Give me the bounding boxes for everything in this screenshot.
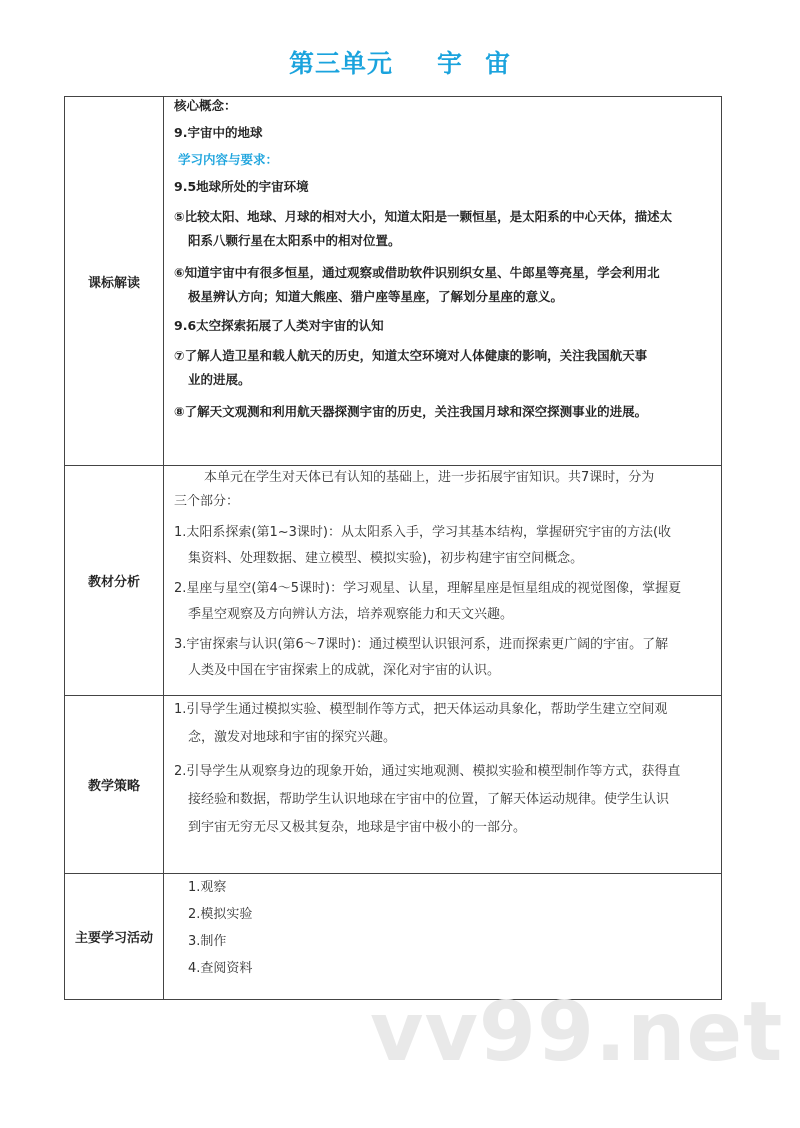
analysis-part-2: 2.星座与星空(第4～5课时)：学习观星、认星，理解星座是恒星组成的视觉图像，掌握夏 季星空观察及方向辨认方法，培养观察能力和天文兴趣。	[174, 581, 682, 622]
analysis-part-1: 1.太阳系探索(第1~3课时)：从太阳系入手，学习其基本结构，掌握研究宇宙的方法(收 集资料、处理数据、建立模型、模拟实验)，初步构建宇宙空间概念。	[174, 525, 672, 566]
unit-plan-table	[64, 96, 722, 1000]
strategy-1: 1.引导学生通过模拟实验、模型制作等方式，把天体运动具象化，帮助学生建立空间观 念，激发对地球和宇宙的探究兴趣。	[174, 702, 668, 745]
row-standards	[65, 97, 722, 466]
subtopic-2: 9.6太空探索拓展了人类对宇宙的认知	[174, 318, 384, 333]
strategy-content	[164, 696, 722, 874]
title-char-1: 宇	[436, 49, 463, 78]
core-concept-heading: 核心概念：	[174, 98, 237, 113]
row-strategy	[65, 696, 722, 874]
strategy-2: 2.引导学生从观察身边的现象开始，通过实地观测、模拟实验和模型制作等方式，获得直 接经验和数据，帮助学生认识地球在宇宙中的位置，了解天体运动规律。使学生认识 到宇宙无穷无尽又极其复杂，地球是宇宙中极小的一部分。	[174, 764, 681, 835]
analysis-intro: 本单元在学生对天体已有认知的基础上，进一步拓展宇宙知识。共7课时，分为 三个部分：	[174, 470, 655, 509]
activity-item: 1.观察	[188, 880, 227, 895]
row-analysis	[65, 466, 722, 696]
row-label-activities: 主要学习活动	[65, 874, 164, 1000]
analysis-part-3: 3.宇宙探索与认识(第6～7课时)：通过模型认识银河系，进而探索更广阔的宇宙。了解 人类及中国在宇宙探索上的成就，深化对宇宙的认识。	[174, 637, 669, 678]
title-char-2: 宙	[485, 49, 512, 78]
page-title	[0, 44, 800, 80]
analysis-content	[164, 466, 722, 696]
topic-heading: 9.宇宙中的地球	[174, 125, 263, 140]
row-label-strategy: 教学策略	[65, 696, 164, 874]
requirement-6: ⑥知道宇宙中有很多恒星，通过观察或借助软件识别织女星、牛郎星等亮星，学会利用北 极星辨认方向；知道大熊座、猎户座等星座，了解划分星座的意义。	[174, 265, 660, 304]
activity-item: 4.查阅资料	[188, 961, 253, 976]
requirement-8: ⑧了解天文观测和利用航天器探测宇宙的历史，关注我国月球和深空探测事业的进展。	[174, 404, 648, 419]
row-activities	[65, 874, 722, 1000]
row-label-analysis: 教材分析	[65, 466, 164, 696]
activities-content	[164, 874, 722, 1000]
activity-item: 3.制作	[188, 934, 227, 949]
row-label-standards: 课标解读	[65, 97, 164, 466]
standards-content	[164, 97, 722, 466]
watermark: vv99.net	[370, 985, 784, 1080]
activity-item: 2.模拟实验	[188, 907, 253, 922]
subtopic-1: 9.5地球所处的宇宙环境	[174, 179, 309, 194]
requirement-5: ⑤比较太阳、地球、月球的相对大小，知道太阳是一颗恒星，是太阳系的中心天体，描述太 阳系八颗行星在太阳系中的相对位置。	[174, 209, 673, 248]
title-unit: 第三单元	[288, 49, 393, 78]
requirement-7: ⑦了解人造卫星和载人航天的历史，知道太空环境对人体健康的影响，关注我国航天事 业的进展。	[174, 348, 648, 387]
requirements-heading: 学习内容与要求：	[178, 152, 279, 167]
